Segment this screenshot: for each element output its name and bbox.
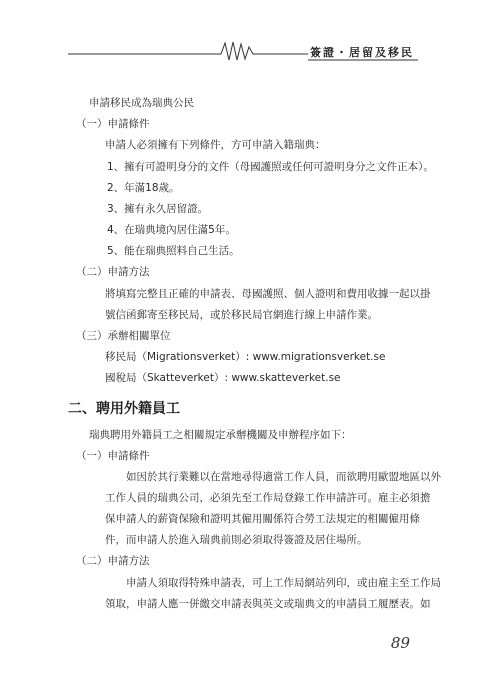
method-line: 將填寫完整且正確的申請表、母國護照、個人證明和費用收據一起以掛 [105, 288, 431, 300]
section-title: 二、聘用外籍員工 [68, 401, 180, 417]
hiring-method-heading: （二）申請方法 [76, 555, 150, 567]
hiring-conditions-line: 工作人員的瑞典公司，必須先至工作局登錄工作申請許可。雇主必須擔 [105, 492, 431, 504]
hiring-conditions-line: 件，而申請人於進入瑞典前則必須取得簽證及居住場所。 [105, 534, 368, 546]
agency-line: 國稅局（Skatteverket）: www.skatteverket.se [105, 372, 341, 384]
intro-text: 申請移民成為瑞典公民 [89, 97, 194, 109]
conditions-lead: 申請人必須擁有下列條件，方可申請入籍瑞典： [105, 139, 326, 151]
conditions-heading: （一）申請條件 [76, 118, 150, 130]
condition-item: 5、能在瑞典照料自己生活。 [107, 245, 240, 257]
header-title: 簽證・居留及移民 [310, 46, 414, 59]
condition-item: 1、擁有可證明身分的文件（母國護照或任何可證明身分之文件正本）。 [107, 161, 434, 173]
agencies-heading: （三）承辦相關單位 [76, 330, 171, 342]
condition-item: 3、擁有永久居留證。 [107, 203, 209, 215]
hiring-conditions-line: 如因於其行業難以在當地尋得適當工作人員，而欲聘用歐盟地區以外 [126, 471, 441, 483]
hiring-conditions-heading: （一）申請條件 [76, 450, 150, 462]
method-line: 號信函郵寄至移民局，或於移民局官網進行線上申請作業。 [105, 309, 378, 321]
agency-line: 移民局（Migrationsverket）: www.migrationsverket.se [105, 351, 386, 363]
condition-item: 2、年滿18歲。 [107, 182, 180, 194]
section2-intro: 瑞典聘用外籍員工之相關規定承辦機關及申辦程序如下： [89, 429, 352, 441]
method-heading: （二）申請方法 [76, 266, 150, 278]
hiring-method-line: 申請人須取得特殊申請表，可上工作局網站列印，或由雇主至工作局 [126, 577, 441, 589]
page-header [68, 38, 418, 62]
hiring-conditions-line: 保申請人的薪資保險和證明其僱用關係符合勞工法規定的相關僱用條 [105, 513, 420, 525]
hiring-method-line: 領取，申請人應一併繳交申請表與英文或瑞典文的申請員工履歷表。如 [105, 598, 431, 610]
condition-item: 4、在瑞典境內居住滿5年。 [107, 224, 236, 236]
page-number: 89 [390, 634, 410, 652]
